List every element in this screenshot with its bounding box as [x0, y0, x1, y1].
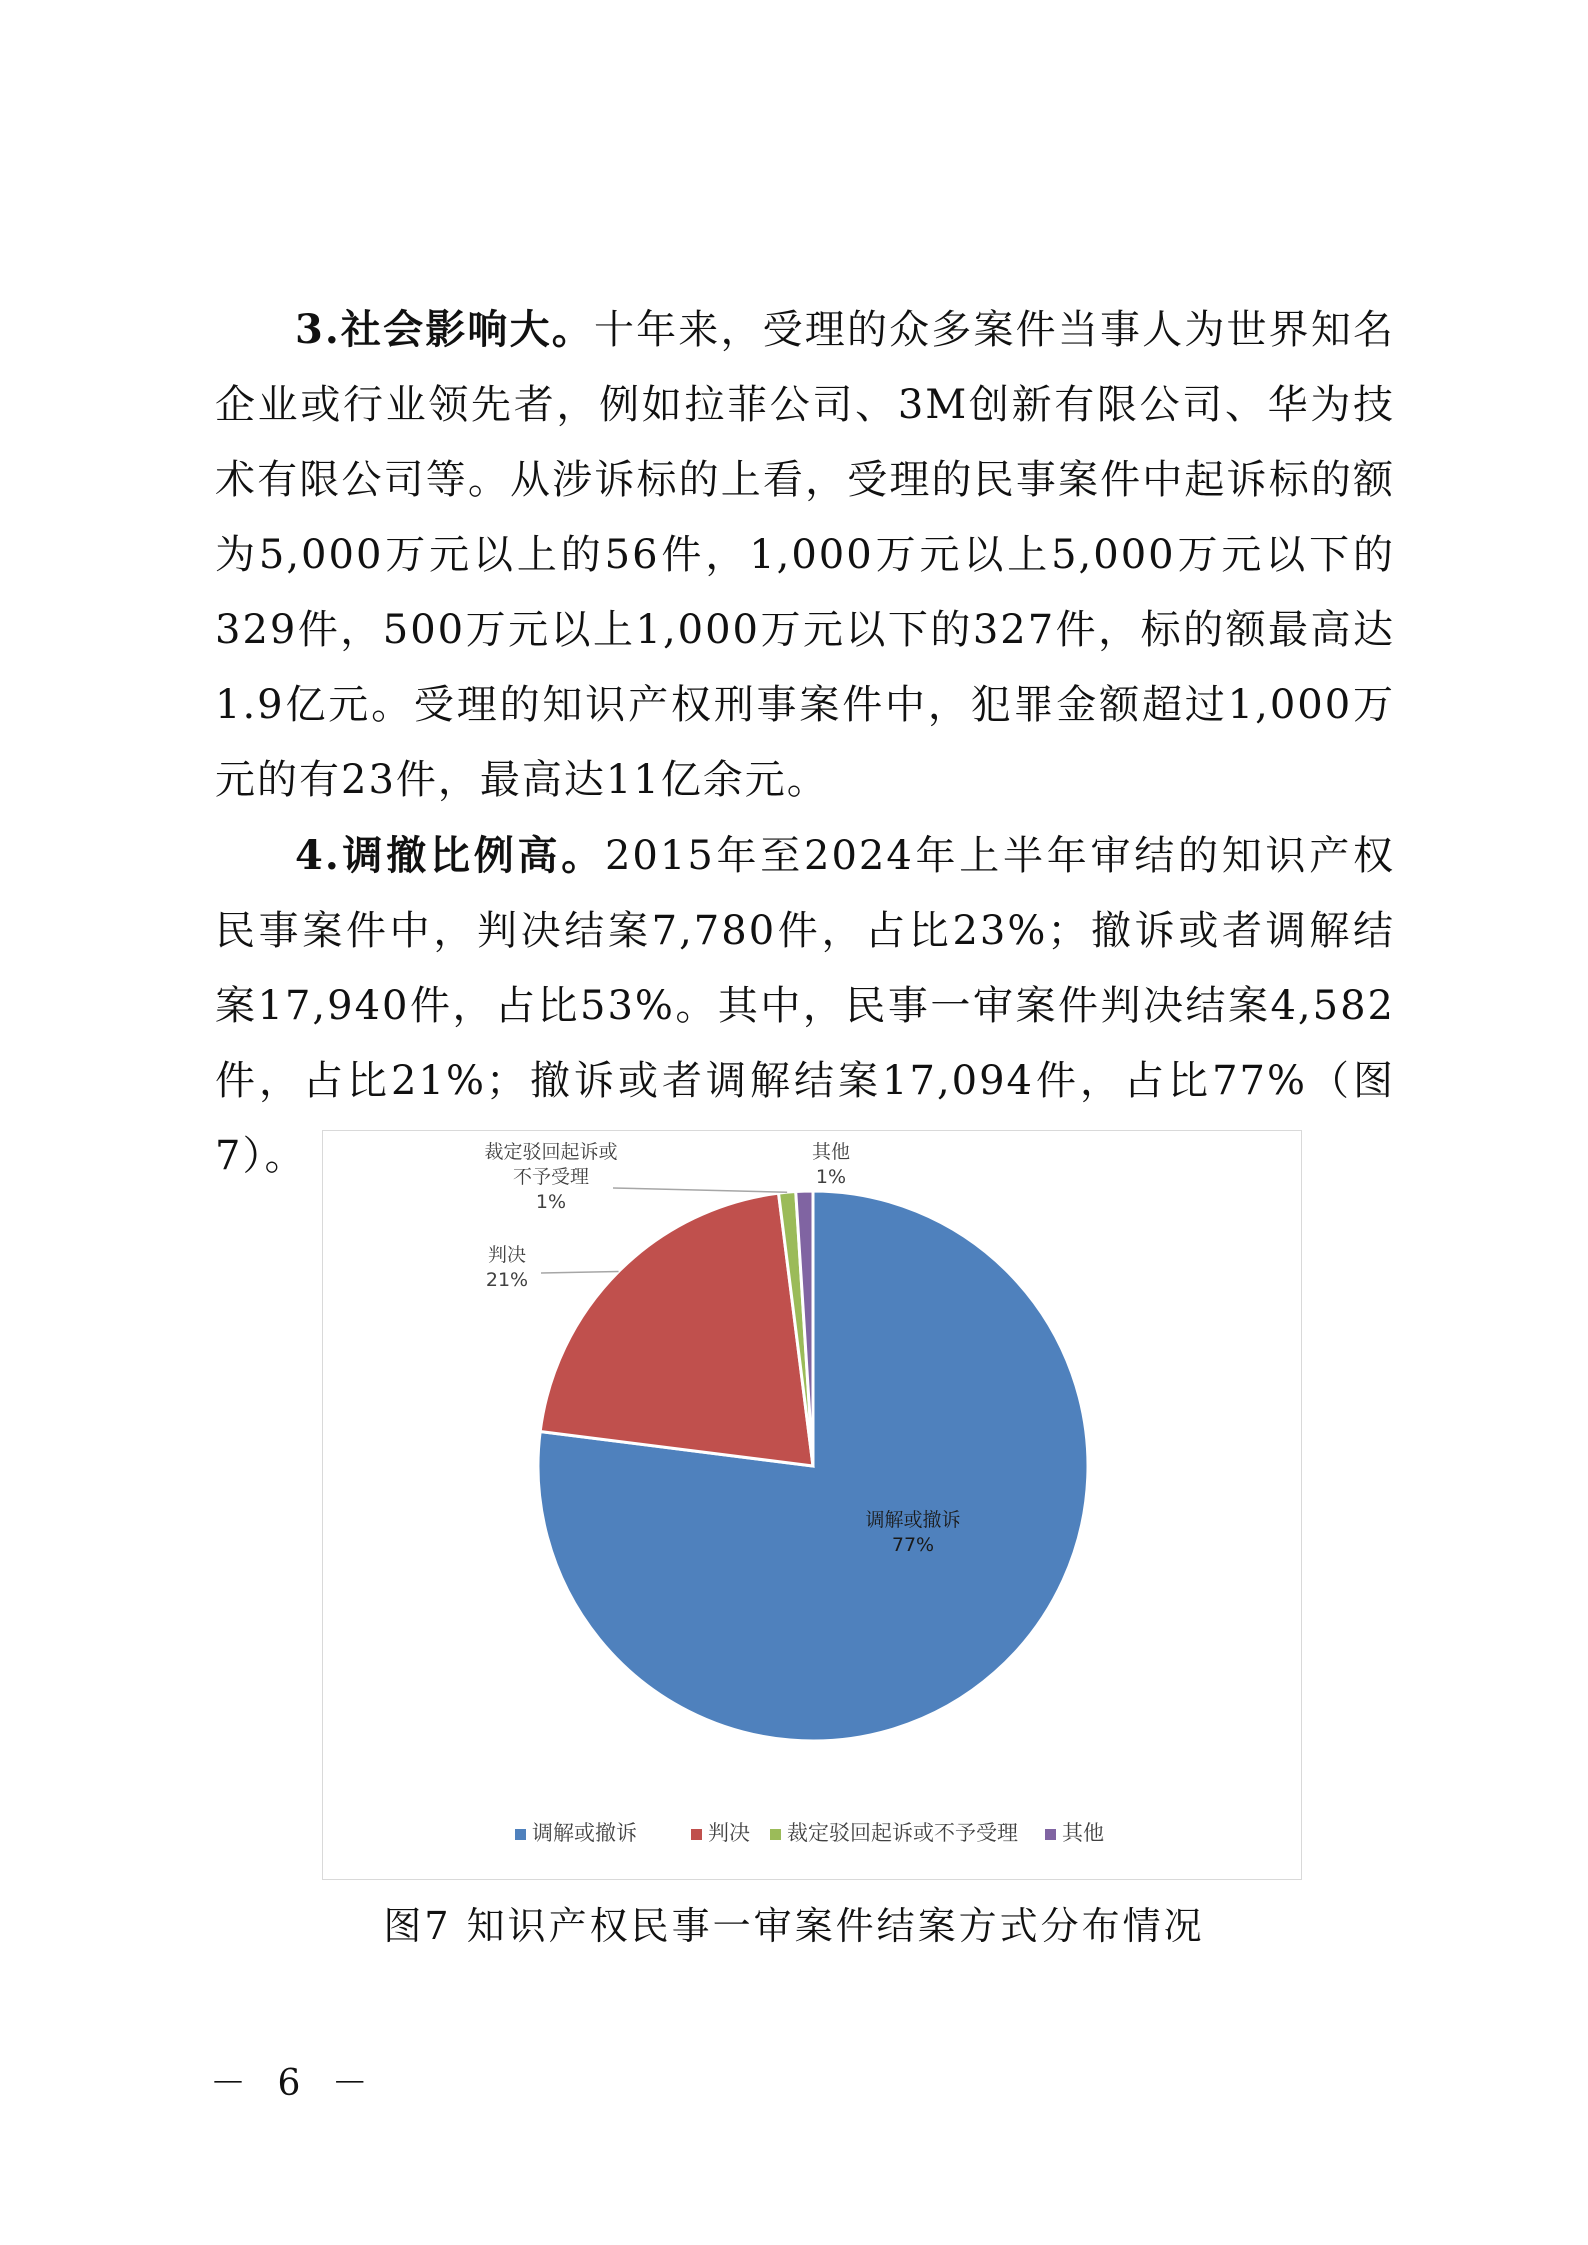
leader-line-dismissal — [613, 1188, 787, 1192]
legend-label-3: 其他 — [1062, 1821, 1104, 1845]
slice-label-other: 其他 1% — [811, 1141, 851, 1188]
page-number: － 6 － — [210, 2063, 378, 2104]
pie-chart — [322, 1130, 1302, 1880]
paragraph-text: 2015年至2024年上半年审结的知识产权民事案件中，判决结案7,780件，占比23%；撤诉或者调解结案17,940件，占比53%。其中，民事一审案件判决结案4,582件，占比21%；撤诉或者调解结案17,094件，占比77%（图7）。 — [215, 833, 1396, 1179]
legend-label-2: 裁定驳回起诉或不予受理 — [787, 1821, 1018, 1845]
slice-label-dismissal: 裁定驳回起诉或不予受理 1% — [484, 1141, 618, 1213]
paragraph-social-impact — [215, 292, 1395, 818]
slice-label-judgment: 判决 21% — [485, 1244, 529, 1291]
figure-caption: 图7 知识产权民事一审案件结案方式分布情况 — [383, 1904, 1205, 1948]
legend-swatch-2 — [770, 1829, 781, 1840]
paragraph-heading: 3.社会影响大。 — [295, 306, 594, 353]
legend-swatch-0 — [515, 1829, 526, 1840]
paragraph-heading: 4.调撤比例高。 — [295, 832, 605, 879]
body-text — [215, 292, 1395, 1194]
legend-swatch-3 — [1045, 1829, 1056, 1840]
legend-label-0: 调解或撤诉 — [532, 1821, 637, 1845]
legend-swatch-1 — [691, 1829, 702, 1840]
paragraph-text: 十年来，受理的众多案件当事人为世界知名企业或行业领先者，例如拉菲公司、3M创新有限公司、华为技术有限公司等。从涉诉标的上看，受理的民事案件中起诉标的额为5,000万元以上的56件，1,000万元以上5,000万元以下的329件，500万元以上1,000万元以下的327件，标的额最高达1.9亿元。受理的知识产权刑事案件中，犯罪金额超过1,000万元的有23件，最高达11亿余元。 — [215, 307, 1396, 803]
pie-slice-1 — [540, 1193, 813, 1466]
leader-line-judgment — [541, 1272, 619, 1273]
legend-label-1: 判决 — [708, 1821, 750, 1845]
pie-chart-svg — [323, 1131, 1303, 1881]
slice-label-mediation: 调解或撤诉 77% — [865, 1509, 961, 1556]
